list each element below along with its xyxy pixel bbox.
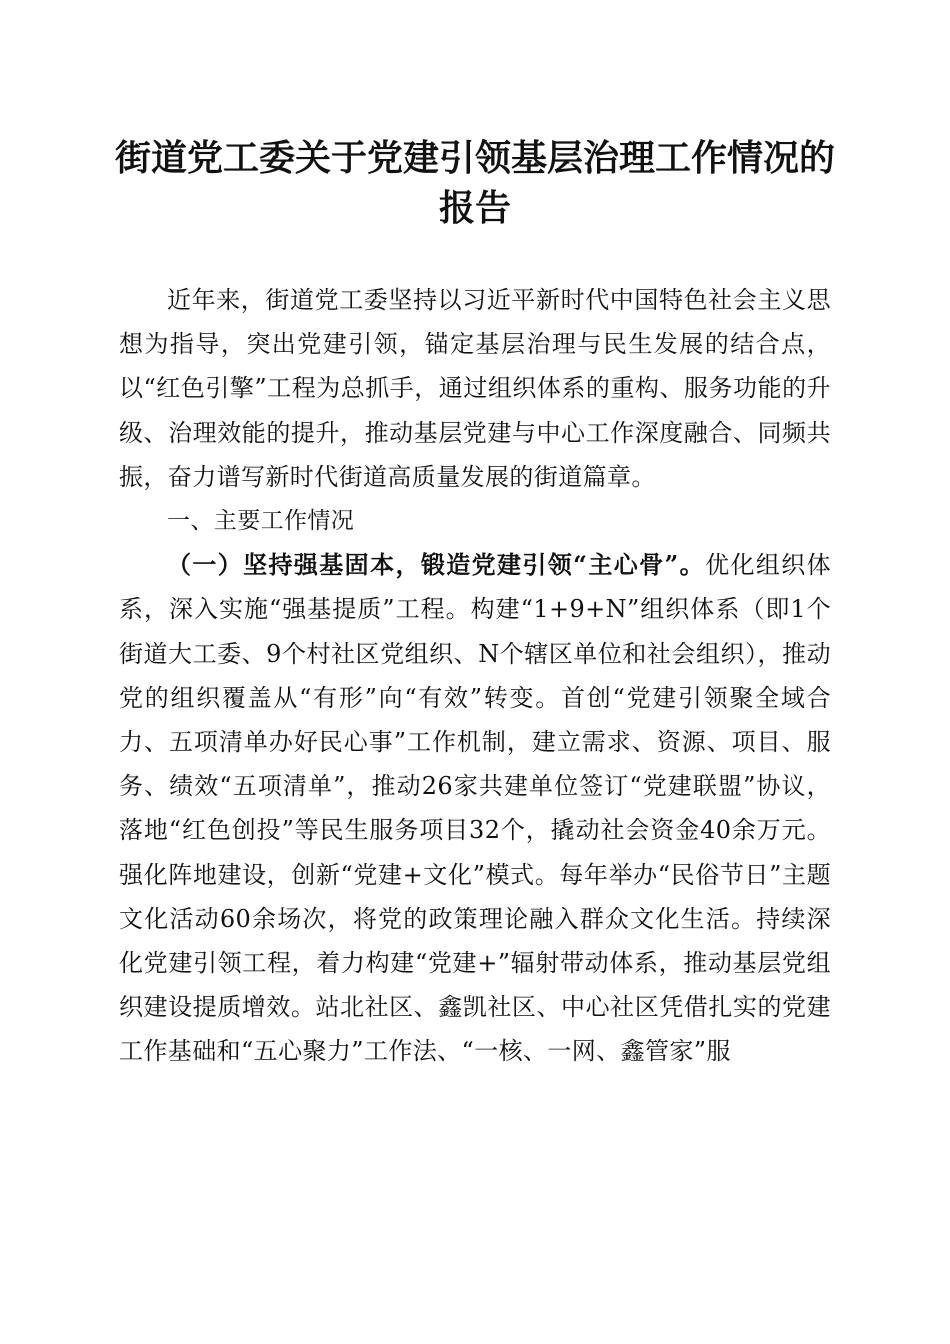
document-body (119, 278, 831, 1074)
subsection-heading-1: （一）坚持强基固本，锻造党建引领“主心骨”。 (167, 550, 706, 580)
subsection-body-1: 优化组织体系，深入实施“强基提质”工程。构建“1+9+N”组织体系（即1个街道大工委、9个村社区党组织、N个辖区单位和社会组织），推动党的组织覆盖从“有形”向“有效”转变。首创“党建引领聚全域合力、五项清单办好民心事”工作机制，建立需求、资源、项目、服务、绩效“五项清单”，推动26家共建单位签订“党建联盟”协议，落地“红色创投”等民生服务项目32个，撬动社会资金40余万元。强化阵地建设，创新“党建+文化”模式。每年举办“民俗节日”主题文化活动60余场次，将党的政策理论融入群众文化生活。持续深化党建引领工程，着力构建“党建+”辐射带动体系，推动基层党组织建设提质增效。站北社区、鑫凯社区、中心社区凭借扎实的党建工作基础和“五心聚力”工作法、“一核、一网、鑫管家”服 (119, 551, 831, 1066)
subsection-paragraph-1 (119, 543, 831, 1073)
title-line-2: 报告 (438, 187, 511, 229)
intro-paragraph: 近年来，街道党工委坚持以习近平新时代中国特色社会主义思想为指导，突出党建引领，锚定基层治理与民生发展的结合点，以“红色引擎”工程为总抓手，通过组织体系的重构、服务功能的升级、治理效能的提升，推动基层党建与中心工作深度融合、同频共振，奋力谱写新时代街道高质量发展的街道篇章。 (119, 286, 831, 491)
title-line-1: 街道党工委关于党建引领基层治理工作情况的 (114, 137, 835, 179)
document-title (100, 133, 850, 233)
section-heading-1: 一、主要工作情况 (167, 508, 355, 535)
